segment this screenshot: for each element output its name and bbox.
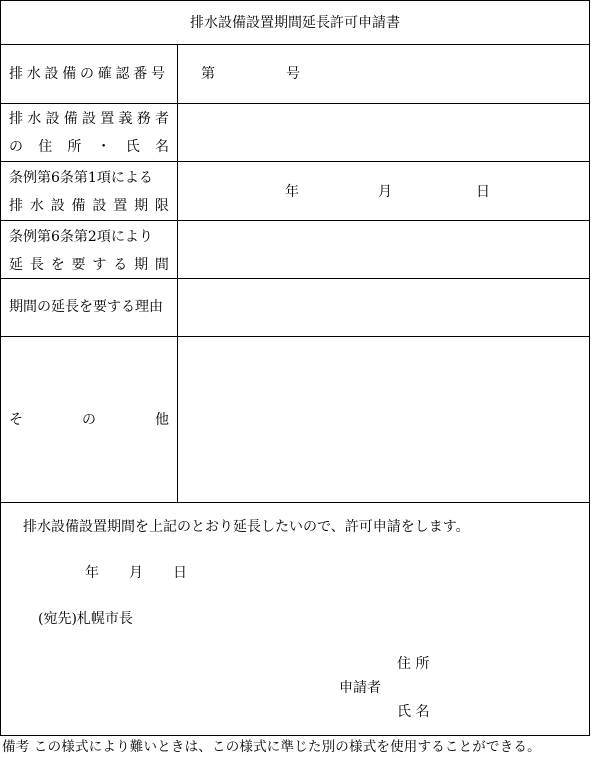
- label-char: 他: [155, 412, 169, 428]
- value-deadline-day: 日: [476, 184, 490, 200]
- label-reason: 期間の延長を要する理由: [9, 299, 163, 315]
- form-title: 排水設備設置期間延長許可申請書: [190, 15, 400, 31]
- label-char: 設: [82, 111, 96, 127]
- label-char: 排: [9, 66, 23, 82]
- label-char: 限: [154, 198, 169, 214]
- label-char: 所: [67, 139, 82, 155]
- label-char: の: [80, 66, 94, 82]
- label-char: 務: [136, 111, 151, 127]
- column-divider: [177, 44, 178, 502]
- rule-row3: [1, 220, 589, 221]
- label-char: 排: [9, 198, 23, 214]
- label-char: 確: [97, 66, 112, 82]
- label-char: 長: [29, 257, 44, 273]
- label-char: 排: [9, 111, 23, 127]
- name-label: 氏 名: [397, 704, 430, 720]
- value-dai: 第: [201, 66, 215, 82]
- label-char: 名: [154, 139, 169, 155]
- date-month: 月: [129, 565, 143, 581]
- label-char: 義: [118, 111, 133, 127]
- label-char: 間: [154, 257, 169, 273]
- label-char: 設: [92, 198, 107, 214]
- label-char: 設: [44, 66, 59, 82]
- label-char: の: [9, 139, 23, 155]
- rule-row5: [1, 336, 589, 337]
- label-char: す: [92, 257, 107, 273]
- applicant-label: 申請者: [339, 680, 381, 696]
- date-day: 日: [173, 565, 187, 581]
- label-char: 備: [62, 66, 77, 82]
- label-obligor-line2: [9, 140, 169, 154]
- label-char: 備: [71, 198, 86, 214]
- rule-row2: [1, 161, 589, 162]
- rule-row1: [1, 103, 589, 104]
- label-char: 認: [115, 66, 130, 82]
- value-deadline-year: 年: [285, 184, 299, 200]
- label-deadline-line1: 条例第6条第1項による: [9, 170, 153, 186]
- label-char: 水: [29, 198, 44, 214]
- label-obligor-line1: [9, 112, 169, 126]
- statement-text: 排水設備設置期間を上記のとおり延長したいので、許可申請をします。: [23, 519, 470, 535]
- label-char: 住: [38, 139, 53, 155]
- label-char: ・: [96, 139, 111, 155]
- label-char: 者: [155, 111, 169, 127]
- address-label: 住 所: [397, 656, 430, 672]
- rule-row6: [1, 502, 589, 503]
- value-gou: 号: [286, 66, 300, 82]
- label-period-line2: [9, 258, 169, 272]
- rule-title: [1, 44, 589, 45]
- label-char: 水: [27, 111, 42, 127]
- label-char: 水: [26, 66, 41, 82]
- footnote: 備考 この様式により難いときは、この様式に準じた別の様式を使用することができる。: [2, 739, 541, 755]
- label-char: 置: [113, 198, 128, 214]
- label-char: 備: [63, 111, 78, 127]
- label-char: 期: [134, 257, 149, 273]
- label-char: る: [113, 257, 128, 273]
- label-deadline-line2: [9, 199, 169, 213]
- label-period-line1: 条例第6条第2項により: [9, 229, 153, 245]
- label-char: 要: [71, 257, 86, 273]
- label-char: 設: [45, 111, 60, 127]
- label-confirmation-number: [9, 67, 165, 81]
- label-char: 期: [134, 198, 149, 214]
- value-deadline-month: 月: [378, 184, 392, 200]
- label-char: 号: [151, 66, 165, 82]
- label-char: を: [50, 257, 65, 273]
- addressee: (宛先)札幌市長: [38, 611, 133, 627]
- rule-row4: [1, 278, 589, 279]
- label-other: [9, 413, 169, 427]
- label-char: 番: [133, 66, 148, 82]
- label-char: 延: [9, 257, 23, 273]
- label-char: 置: [100, 111, 115, 127]
- label-char: の: [82, 412, 96, 428]
- label-char: 氏: [125, 139, 140, 155]
- label-char: そ: [9, 412, 23, 428]
- date-year: 年: [85, 565, 99, 581]
- label-char: 設: [50, 198, 65, 214]
